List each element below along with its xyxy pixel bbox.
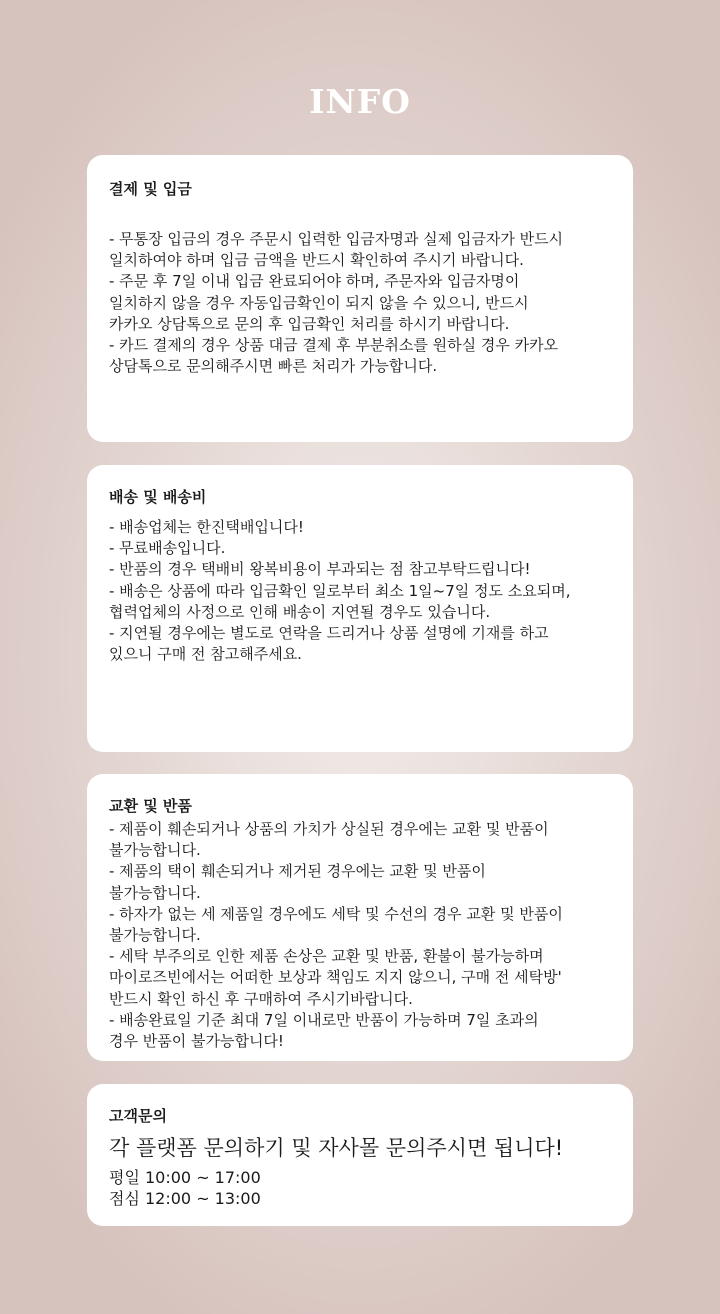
text-line: - 배송완료일 기준 최대 7일 이내로만 반품이 가능하며 7일 초과의: [109, 1010, 539, 1029]
text-line: 상담톡으로 문의해주시면 빠른 처리가 가능합니다.: [109, 357, 438, 376]
page-title: INFO: [309, 82, 411, 121]
text-line: 경우 반품이 불가능합니다!: [109, 1032, 284, 1051]
text-line: - 하자가 없는 세 제품일 경우에도 세탁 및 수선의 경우 교환 및 반품이: [109, 904, 563, 923]
text-line: - 주문 후 7일 이내 입금 완료되어야 하며, 주문자와 입금자명이: [109, 272, 520, 291]
exchange-text: [109, 819, 611, 1052]
text-line: - 배송은 상품에 따라 입금확인 일로부터 최소 1일~7일 정도 소요되며,: [109, 581, 571, 600]
text-line: 카카오 상담톡으로 문의 후 입금확인 처리를 하시기 바랍니다.: [109, 314, 510, 333]
text-line: 마이로즈빈에서는 어떠한 보상과 책임도 지지 않으니, 구매 전 세탁방': [109, 968, 562, 987]
text-line: - 무통장 입금의 경우 주문시 입력한 입금자명과 실제 입금자가 반드시: [109, 230, 564, 248]
text-line: - 제품이 훼손되거나 상품의 가치가 상실된 경우에는 교환 및 반품이: [109, 820, 549, 838]
text-line: - 반품의 경우 택배비 왕복비용이 부과되는 점 참고부탁드립니다!: [109, 560, 531, 579]
payment-info-card: [87, 155, 633, 442]
text-line: 있으니 구매 전 참고해주세요.: [109, 645, 302, 664]
payment-text: [109, 229, 611, 377]
text-line: 불가능합니다.: [109, 883, 201, 902]
text-line: - 무료배송입니다.: [109, 539, 226, 558]
exchange-heading: 교환 및 반품: [109, 797, 192, 815]
text-line: - 배송업체는 한진택배입니다!: [109, 518, 304, 536]
customer-inquiry-card: [87, 1084, 633, 1226]
shipping-text: [109, 517, 611, 665]
text-line: - 지연될 경우에는 별도로 연락을 드리거나 상품 설명에 기재를 하고: [109, 624, 549, 643]
text-line: - 세탁 부주의로 인한 제품 손상은 교환 및 반품, 환불이 불가능하며: [109, 947, 544, 966]
exchange-return-card: [87, 774, 633, 1061]
text-line: 협력업체의 사정으로 인해 배송이 지연될 경우도 있습니다.: [109, 602, 491, 621]
shipping-heading: 배송 및 배송비: [109, 488, 207, 506]
text-line: 반드시 확인 하신 후 구매하여 주시기바랍니다.: [109, 989, 413, 1008]
text-line: 불가능합니다.: [109, 926, 201, 945]
text-line: - 제품의 택이 훼손되거나 제거된 경우에는 교환 및 반품이: [109, 862, 486, 881]
text-line: 불가능합니다.: [109, 841, 201, 860]
contact-headline: 각 플랫폼 문의하기 및 자사몰 문의주시면 됩니다!: [109, 1136, 564, 1160]
payment-heading: 결제 및 입금: [109, 180, 192, 198]
lunch-hours: 점심 12:00 ~ 13:00: [109, 1189, 261, 1208]
weekday-hours: 평일 10:00 ~ 17:00: [109, 1168, 261, 1187]
text-line: - 카드 결제의 경우 상품 대금 결제 후 부분취소를 원하실 경우 카카오: [109, 336, 559, 355]
text-line: 일치하지 않을 경우 자동입금확인이 되지 않을 수 있으니, 반드시: [109, 293, 529, 312]
shipping-info-card: [87, 465, 633, 752]
business-hours: [109, 1167, 611, 1209]
contact-heading: 고객문의: [109, 1107, 167, 1125]
text-line: 일치하여야 하며 입금 금액을 반드시 확인하여 주시기 바랍니다.: [109, 251, 524, 270]
